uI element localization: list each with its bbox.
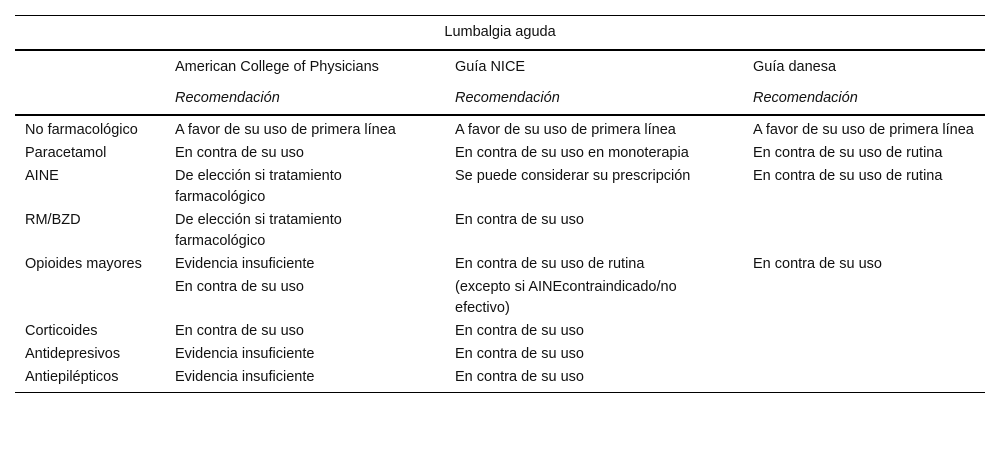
nice-cell: En contra de su uso en monoterapia [455,145,689,161]
recommendations-table [15,15,985,393]
danish-cell: En contra de su uso [753,256,882,272]
drug-cell [15,276,165,320]
danish-cell: A favor de su uso de primera línea [753,122,974,138]
header-nice: Guía NICE [455,59,526,75]
drug-cell: No farmacológico [25,122,138,138]
acp-cell: En contra de su uso [175,145,304,161]
drug-cell: AINE [25,168,59,184]
drug-cell: Opioides mayores [25,256,142,272]
table-title: Lumbalgia aguda [15,16,985,51]
header-blank-cell [15,50,165,83]
subheader-acp: Recomendación [165,83,445,115]
table-row [15,142,985,165]
drug-cell: RM/BZD [25,212,81,228]
nice-cell: A favor de su uso de primera línea [455,122,676,138]
table-row [15,343,985,366]
table-row [15,209,985,253]
table-row [15,276,985,320]
acp-cell: En contra de su uso [175,279,304,295]
acp-cell: De elección si tratamiento farmacológico [175,168,342,205]
header-danish: Guía danesa [753,59,837,75]
acp-cell: Evidencia insuficiente [175,346,315,362]
subheader-danish: Recomendación [743,83,985,115]
acp-cell: De elección si tratamiento farmacológico [175,212,342,249]
danish-cell [743,209,985,253]
drug-cell: Antidepresivos [25,346,121,362]
drug-cell: Corticoides [25,323,98,339]
drug-cell: Paracetamol [25,145,107,161]
nice-cell: En contra de su uso [455,323,584,339]
recommendations-table-container [15,15,985,393]
danish-cell: En contra de su uso de rutina [753,168,943,184]
table-row [15,115,985,142]
nice-cell: (excepto si AINEcontraindicado/no efectivo) [455,279,677,316]
subheader-blank-cell [15,83,165,115]
acp-cell: A favor de su uso de primera línea [175,122,396,138]
acp-cell: Evidencia insuficiente [165,366,445,393]
table-row [15,320,985,343]
danish-cell: En contra de su uso de rutina [753,145,943,161]
header-acp: American College of Physicians [175,59,379,75]
subheader-row [15,83,985,115]
acp-cell: Evidencia insuficiente [175,256,315,272]
nice-cell: En contra de su uso [455,212,584,228]
table-title-row [15,16,985,51]
danish-cell [743,276,985,320]
acp-cell: En contra de su uso [175,323,304,339]
danish-cell [743,366,985,393]
table-row [15,366,985,393]
drug-cell: Antiepilépticos [15,366,165,393]
nice-cell: En contra de su uso [455,346,584,362]
table-row [15,165,985,209]
table-row [15,253,985,276]
source-header-row [15,50,985,83]
nice-cell: En contra de su uso [445,366,743,393]
danish-cell [743,343,985,366]
subheader-nice: Recomendación [445,83,743,115]
nice-cell: En contra de su uso de rutina [455,256,645,272]
nice-cell: Se puede considerar su prescripción [455,168,691,184]
danish-cell [743,320,985,343]
